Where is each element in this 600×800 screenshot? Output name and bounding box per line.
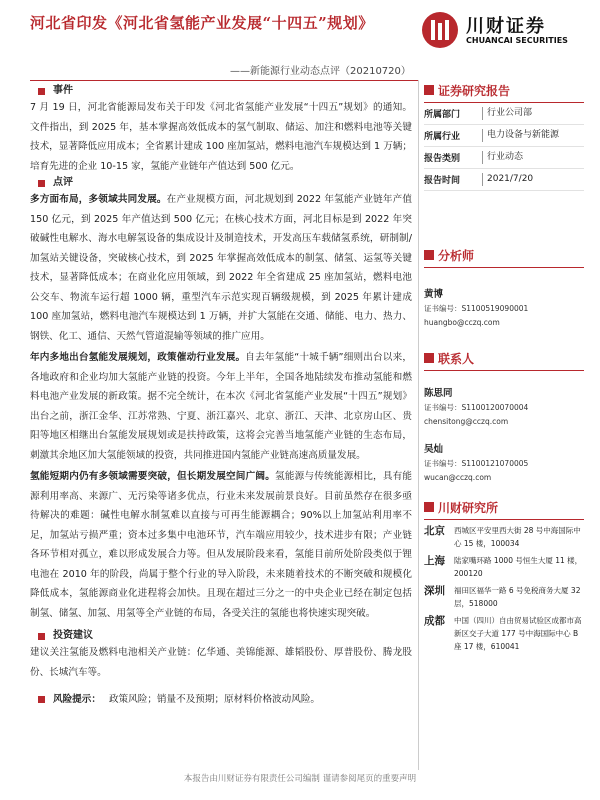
logo-name-cn: 川财证券 xyxy=(466,16,546,37)
sidebar-rule xyxy=(424,370,584,371)
contact-heading xyxy=(424,348,584,368)
page-footer: 本报告由川财证券有限责任公司编制 谨请参阅尾页的重要声明 xyxy=(183,774,417,784)
comment-paragraph-3 xyxy=(30,467,412,623)
advice-heading-text: 投资建议 xyxy=(53,630,93,642)
analyst-heading-text: 分析师 xyxy=(438,248,475,263)
advice-heading xyxy=(30,629,412,643)
info-value: 行业动态 xyxy=(482,151,584,164)
sidebar-rule xyxy=(424,519,584,520)
square-bullet-icon xyxy=(38,180,45,187)
office-entry xyxy=(424,554,584,580)
office-entry xyxy=(424,524,584,550)
office-address: 福田区福华一路 6 号免税商务大厦 32 层，518000 xyxy=(454,586,581,608)
bullet-square-icon xyxy=(424,353,434,363)
report-title: 河北省印发《河北省氢能产业发展“十四五”规划》 xyxy=(30,14,374,32)
contact-email[interactable]: wucan@cczq.com xyxy=(424,473,492,482)
sidebar-rule xyxy=(424,267,584,268)
contact-email[interactable]: chensitong@cczq.com xyxy=(424,417,509,426)
bullet-square-icon xyxy=(424,250,434,260)
comment-heading xyxy=(30,176,412,190)
office-address: 西城区平安里西大街 28 号中海国际中心 15 楼，100034 xyxy=(454,526,581,548)
institute-heading xyxy=(424,497,584,517)
office-address: 中国（四川）自由贸易试验区成都市高新区交子大道 177 号中海国际中心 B 座 17 楼，610041 xyxy=(454,616,582,651)
info-value: 2021/7/20 xyxy=(482,173,584,186)
info-label: 所属部门 xyxy=(424,110,461,120)
office-entry xyxy=(424,614,584,653)
risk-text: 政策风险；销量不及预期；原材料价格波动风险。 xyxy=(108,694,321,705)
analyst-name: 黄博 xyxy=(424,289,444,300)
info-label: 所属行业 xyxy=(424,132,461,142)
report-info-heading-text: 证券研究报告 xyxy=(438,83,511,98)
event-heading-text: 事件 xyxy=(53,85,73,97)
contact-cert: 证书编号：S1100120070004 xyxy=(424,403,529,412)
office-city: 上海 xyxy=(424,555,445,567)
bullet-square-icon xyxy=(424,85,434,95)
office-city: 成都 xyxy=(424,615,445,627)
info-row xyxy=(424,147,584,169)
info-value: 电力设备与新能源 xyxy=(482,129,584,142)
main-column xyxy=(30,84,412,710)
comment-paragraph-1 xyxy=(30,190,412,346)
contact-name: 吴灿 xyxy=(424,444,444,455)
header-divider xyxy=(30,80,418,81)
report-info-heading xyxy=(424,80,584,100)
info-row xyxy=(424,125,584,147)
comment-lead-2: 年内多地出台氢能发展规划，政策催动行业发展。 xyxy=(30,352,246,363)
logo-name-en: CHUANCAI SECURITIES xyxy=(466,36,568,45)
contact-card xyxy=(424,387,584,429)
contact-cert: 证书编号：S1100121070005 xyxy=(424,459,529,468)
contact-heading-text: 联系人 xyxy=(438,351,475,366)
comment-text-2: 自去年氢能“十城千辆”细则出台以来，各地政府和企业均加大氢能产业链的投资。今年上半年，全国各地陆续发布推动氢能和燃料电池产业发展的新政策。据不完全统计，在本次《河北省氢能产业发展“十四五”规划》出台之前，浙江金华、江苏常熟、宁夏、浙江嘉兴、北京、浙江、天津、北京房山区、贵阳等地区相继出台氢能发展规划或是扶持政策，这将会完善当地氢能产业链的生态布局，刺激其余地区加大氢能领域的投资，共同推进国内氢能产业链高速高质量发展。 xyxy=(30,352,412,461)
info-label: 报告类别 xyxy=(424,154,461,164)
institute-heading-text: 川财研究所 xyxy=(438,500,499,515)
contact-card xyxy=(424,443,584,485)
column-divider xyxy=(418,80,419,770)
bullet-square-icon xyxy=(424,502,434,512)
event-heading xyxy=(30,84,412,98)
comment-paragraph-2 xyxy=(30,348,412,465)
comment-text-3: 氢能源与传统能源相比，具有能源利用率高、来源广、无污染等诸多优点，行业未来发展前景良好。目前虽然存在很多亟待解决的难题：碱性电解水制氢难以直接与可再生能源耦合；90%以上加氢站利用率不足，加氢站亏损严重；资本过多集中电池环节，汽车端应用较少，技术进步有限；产业链各环节相对孤立，难以形成发展合力等。但从发展阶段来看，氢能目前所处阶段类似于锂电池在 2010 年的阶段，尚属于整个行业的导入阶段，未来随着技术的不断突破和规模化降低成本，氢能源商业化进程将会加快。且现在超过三分之一的中央企业已经在制定包括制氢、储氢、加氢、用氢等全产业链的布局，各受关注的氢能也将快速实现突破。 xyxy=(30,471,413,619)
square-bullet-icon xyxy=(38,88,45,95)
event-paragraph: 7 月 19 日，河北省能源局发布关于印发《河北省氢能产业发展“十四五”规划》的通知。文件指出，到 2025 年，基本掌握高效低成本的氢气制取、储运、加注和燃料电池等关键技术，显著降低应用成本；全省累计建成 100 座加氢站，燃料电池汽车规模达到 1 万辆；培育先进的企业 10-15 家，氢能产业链年产值达到 500 亿元。 xyxy=(30,102,412,172)
comment-lead-3: 氢能短期内仍有多领域需要突破，但长期发展空间广阔。 xyxy=(30,471,276,482)
comment-heading-text: 点评 xyxy=(53,177,73,189)
risk-line xyxy=(30,690,412,710)
comment-text-1: 在产业规模方面，河北规划到 2022 年氢能产业链年产值 150 亿元，到 2025 年产值达到 500 亿元；在核心技术方面，河北目标是到 2022 年突破碱性电解水、海水电解氢设备的集成设计及制造技术，开发高压车载储氢系统，研制制/加氢站关键设备，突破核心技术，到 2025 年掌握高效低成本的制氢、储氢、运氢等关键技术，显著降低成本；在商业化应用领域，到 2022 年全省建成 25 座加氢站，燃料电池公交车、物流车运行超 1000 辆，重型汽车示范实现百辆级规模，到 2025 年累计建成 100 座加氢站，燃料电池汽车规模达到 1 万辆，并扩大氢能在交通、储能、电力、热力、钢铁、化工、通信、天然气管道混输等领域的推广应用。 xyxy=(30,194,412,342)
sidebar xyxy=(424,80,584,653)
analyst-card xyxy=(424,288,584,330)
analyst-cert: 证书编号：S1100519090001 xyxy=(424,304,529,313)
comment-lead-1: 多方面布局，多领域共同发展。 xyxy=(30,194,167,205)
logo-mark-icon xyxy=(420,10,460,50)
office-address: 陆家嘴环路 1000 号恒生大厦 11 楼，200120 xyxy=(454,556,583,578)
advice-paragraph: 建议关注氢能及燃料电池相关产业链：亿华通、美锦能源、雄韬股份、厚普股份、腾龙股份、长城汽车等。 xyxy=(30,647,412,678)
info-row xyxy=(424,103,584,125)
info-label: 报告时间 xyxy=(424,176,461,186)
office-city: 北京 xyxy=(424,525,445,537)
analyst-heading xyxy=(424,245,584,265)
info-row xyxy=(424,169,584,191)
office-city: 深圳 xyxy=(424,585,445,597)
info-value: 行业公司部 xyxy=(482,107,584,120)
report-subtitle: ——新能源行业动态点评（20210720） xyxy=(230,66,411,77)
risk-label: 风险提示： xyxy=(53,694,101,705)
square-bullet-icon xyxy=(38,633,45,640)
square-bullet-icon xyxy=(38,696,45,703)
office-entry xyxy=(424,584,584,610)
company-logo xyxy=(420,10,580,54)
contact-name: 陈思同 xyxy=(424,388,453,399)
analyst-email[interactable]: huangbo@cczq.com xyxy=(424,318,500,327)
